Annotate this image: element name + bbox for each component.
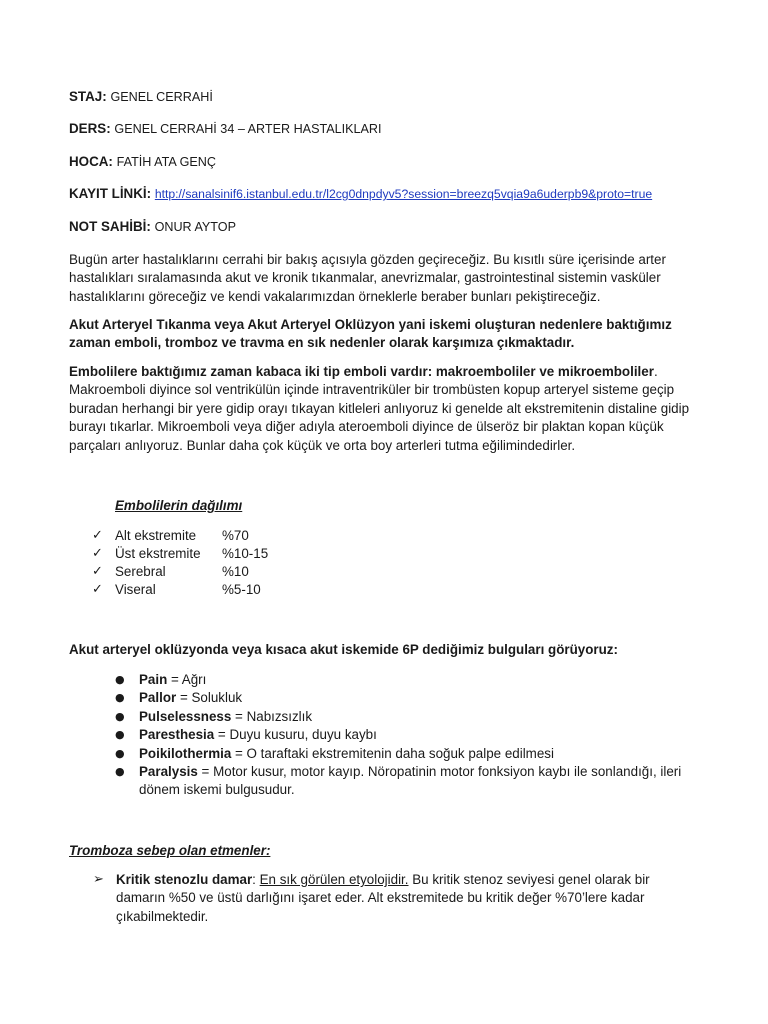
- site-name: Üst ekstremite: [115, 546, 201, 561]
- sign-term: Paralysis: [139, 764, 198, 780]
- bullet-icon: ●: [115, 709, 125, 723]
- sign-term: Pain: [139, 672, 168, 687]
- checkmark-icon: ✓: [92, 564, 103, 579]
- list-item: [114, 708, 699, 726]
- list-item: [114, 689, 699, 707]
- site-name: Serebral: [115, 564, 166, 579]
- emboli-distribution-list: [92, 527, 268, 599]
- not-sahibi-label: NOT SAHİBİ:: [69, 219, 151, 234]
- site-percent: %10: [222, 564, 249, 579]
- sign-term: Poikilothermia: [139, 745, 232, 761]
- six-p-list: [114, 671, 699, 800]
- kayit-label: KAYIT LİNKİ:: [69, 186, 152, 201]
- bullet-icon: ●: [115, 746, 125, 760]
- sign-description: = O taraftaki ekstremitenin daha soğuk palpe edilmesi: [231, 745, 554, 761]
- bullet-icon: ●: [115, 691, 125, 705]
- sign-description: = Ağrı: [167, 672, 207, 687]
- hoca-value: FATİH ATA GENÇ: [116, 155, 216, 169]
- checkmark-icon: ✓: [92, 582, 103, 597]
- acute-occlusion-paragraph: Akut Arteryel Tıkanma veya Akut Arteryel Oklüzyon yani iskemi oluşturan nedenlere baktığımız zaman emboli, tromboz ve travma en sık nedenler olarak karşımıza çıkmaktadır.: [69, 317, 672, 351]
- thrombosis-causes-list: [93, 871, 676, 926]
- list-item: [114, 726, 699, 744]
- list-item: [114, 745, 699, 763]
- bullet-icon: ●: [115, 765, 125, 779]
- ders-value: GENEL CERRAHİ 34 – ARTER HASTALIKLARI: [114, 122, 382, 136]
- emboli-period: .: [653, 364, 658, 379]
- list-item: [92, 545, 268, 563]
- emboli-types-lead: Embolilere baktığımız zaman kabaca iki tip emboli vardır: makroemboliler ve mikroemboliler: [69, 364, 654, 379]
- emboli-description: Makroemboli diyince sol ventrikülün içinde intraventriküler bir trombüsten kopup arteryel sisteme geçip buradan herhangi bir yere gidip orayı tıkayan kitleleri anlıyoruz ki genelde alt ekstremitenin distaline gidip burayı tıkarlar. Mikroemboli veya diğer adıyla ateroemboli diyince de ülseröz bir plaktan kopan küçük parçaları anlıyoruz. Bunlar daha çok küçük ve orta boy arterleri tutma eğilimindedirler.: [69, 382, 690, 453]
- sign-term: Pulselessness: [139, 708, 232, 724]
- ders-label: DERS:: [69, 121, 111, 136]
- staj-line: [69, 88, 213, 106]
- list-item: [92, 563, 268, 581]
- recording-link[interactable]: http://sanalsinif6.istanbul.edu.tr/l2cg0dnpdyv5?session=breezq5vqia9a6uderpb9&proto=true: [154, 187, 653, 201]
- list-item: [92, 527, 268, 545]
- cause-colon: :: [252, 872, 260, 887]
- list-item: [114, 671, 699, 689]
- list-item: [92, 581, 268, 599]
- sign-description: = Solukluk: [176, 690, 243, 706]
- thrombosis-causes-heading: Tromboza sebep olan etmenler:: [69, 843, 271, 858]
- not-sahibi-line: [69, 218, 236, 236]
- sign-description: = Nabızsızlık: [231, 708, 313, 724]
- sign-term: Pallor: [139, 690, 177, 706]
- emboli-distribution-heading: Embolilerin dağılımı: [115, 498, 243, 513]
- kayit-line: [69, 185, 652, 203]
- ders-line: [69, 120, 382, 138]
- sign-description: = Duyu kusuru, duyu kaybı: [214, 727, 377, 743]
- bullet-icon: ●: [115, 728, 125, 742]
- site-percent: %5-10: [222, 582, 261, 597]
- emboli-paragraph: [69, 363, 709, 455]
- hoca-label: HOCA:: [69, 154, 113, 169]
- arrow-right-icon: ➢: [93, 872, 104, 887]
- checkmark-icon: ✓: [92, 528, 103, 543]
- sign-description: = Motor kusur, motor kayıp. Nöropatinin motor fonksiyon kaybı ile sonlandığı, ileri dönem iskemi bulgusudur.: [139, 764, 682, 798]
- six-p-heading: Akut arteryel oklüzyonda veya kısaca akut iskemide 6P dediğimiz bulguları görüyoruz:: [69, 642, 618, 657]
- staj-value: GENEL CERRAHİ: [110, 90, 213, 104]
- site-percent: %10-15: [222, 546, 269, 561]
- site-name: Viseral: [115, 582, 156, 597]
- staj-label: STAJ:: [69, 89, 107, 104]
- bullet-icon: ●: [115, 673, 125, 686]
- list-item: [93, 871, 676, 926]
- checkmark-icon: ✓: [92, 546, 103, 561]
- hoca-line: [69, 153, 216, 171]
- sign-term: Paresthesia: [139, 727, 215, 743]
- site-name: Alt ekstremite: [115, 528, 197, 543]
- site-percent: %70: [222, 528, 249, 543]
- cause-description: Bu kritik stenoz seviyesi genel olarak bir damarın %50 ve üstü darlığını işaret eder. Alt ekstremitede bu kritik değer %70’lere kadar çıkabilmektedir.: [116, 872, 650, 924]
- intro-paragraph: Bugün arter hastalıklarını cerrahi bir bakış açısıyla gözden geçireceğiz. Bu kısıtlı süre içerisinde arter hastalıkları sıralamasında akut ve kronik tıkanmalar, anevrizmalar, gastrointestinal sistemin vasküler hastalıklarını göreceğiz ve kendi vakalarımızdan örneklerle beraber bunları pekiştireceğiz.: [69, 252, 666, 304]
- cause-term: Kritik stenozlu damar: [116, 872, 253, 887]
- list-item: [114, 763, 699, 800]
- not-sahibi-value: ONUR AYTOP: [154, 220, 236, 234]
- cause-emphasis: En sık görülen etyolojidir.: [259, 872, 409, 887]
